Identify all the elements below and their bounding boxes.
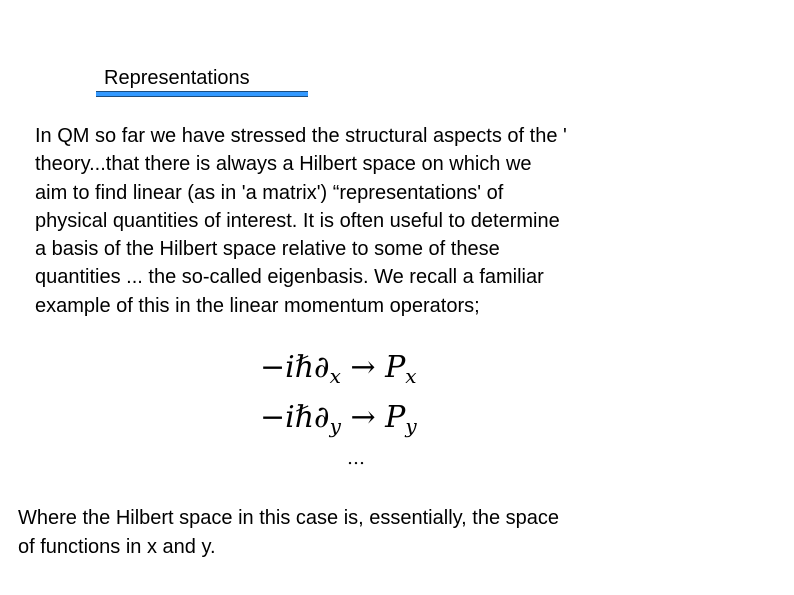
equation-lhs-subscript: x — [329, 364, 341, 388]
intro-line: In QM so far we have stressed the structural aspects of the ' — [35, 125, 567, 147]
intro-line: a basis of the Hilbert space relative to some of these — [35, 238, 500, 261]
equation-rhs-subscript: y — [405, 414, 417, 438]
intro-line: theory...that there is always a Hilbert space on which we — [35, 153, 532, 176]
equation-lhs-subscript: y — [329, 414, 341, 438]
equation-momentum-y — [260, 400, 417, 444]
outro-line: of functions in x and y. — [18, 535, 216, 558]
outro-paragraph — [18, 504, 718, 561]
equation-rhs: P — [385, 350, 406, 385]
equation-arrow: → — [350, 400, 376, 435]
equation-ellipsis: … — [347, 448, 365, 469]
equation-lhs: −iℏ∂ — [260, 350, 330, 385]
intro-line: example of this in the linear momentum operators; — [35, 294, 480, 317]
title-underline-bar — [96, 91, 308, 97]
equation-arrow: → — [350, 350, 376, 385]
equation-lhs: −iℏ∂ — [260, 400, 330, 435]
intro-line: physical quantities of interest. It is often useful to determine — [35, 209, 560, 232]
equation-momentum-x — [260, 350, 417, 394]
equation-rhs: P — [385, 400, 406, 435]
intro-line: aim to find linear (as in 'a matrix') “representations' of — [35, 181, 504, 204]
equation-rhs-subscript: x — [405, 364, 417, 388]
intro-line: quantities ... the so-called eigenbasis. We recall a familiar — [35, 266, 544, 289]
intro-paragraph — [35, 122, 695, 320]
outro-line: Where the Hilbert space in this case is, essentially, the space — [18, 507, 559, 529]
slide-title: Representations — [104, 67, 250, 89]
